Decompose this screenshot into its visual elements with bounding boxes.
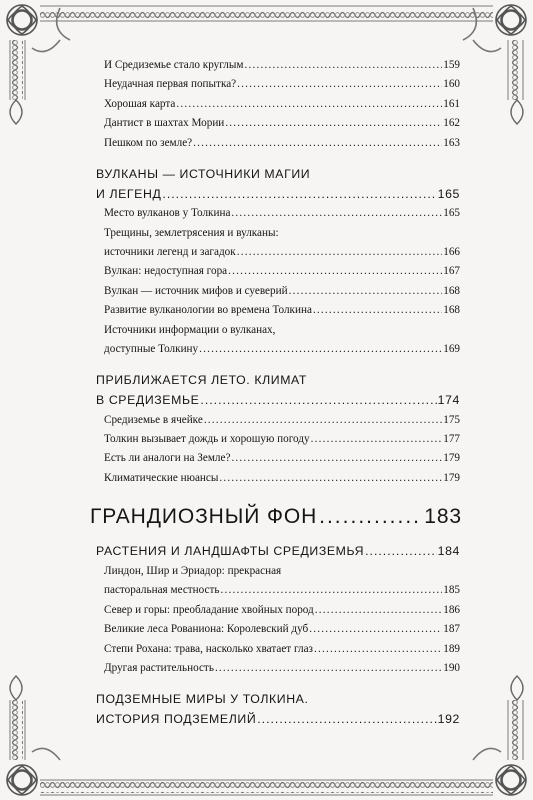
section-heading[interactable] <box>96 185 460 205</box>
table-of-contents <box>90 56 462 730</box>
leader-dots <box>314 640 442 659</box>
leader-dots <box>237 75 442 94</box>
toc-entry-title: Пешком по земле? <box>104 136 193 149</box>
toc-page-number: 189 <box>443 642 460 655</box>
section-heading[interactable] <box>96 542 460 562</box>
toc-page-number: 168 <box>443 284 460 297</box>
leader-dots <box>176 95 442 114</box>
toc-entry-title: Великие леса Рованиона: Королевский дуб <box>104 623 309 636</box>
toc-entry-title: Есть ли аналоги на Земле? <box>104 452 231 465</box>
leader-dots <box>289 282 443 301</box>
toc-page-number: 168 <box>443 304 460 317</box>
section-heading-line[interactable]: ПРИБЛИЖАЕТСЯ ЛЕТО. КЛИМАТ <box>96 373 307 388</box>
toc-entry[interactable] <box>96 114 460 133</box>
frame-bottom-band <box>40 782 493 793</box>
leader-dots <box>313 301 442 320</box>
toc-page-number: 175 <box>443 413 460 426</box>
toc-page-number: 186 <box>443 603 460 616</box>
toc-entry[interactable] <box>96 601 460 620</box>
toc-page-number: 165 <box>437 186 460 201</box>
section-heading-title: РАСТЕНИЯ И ЛАНДШАФТЫ СРЕДИЗЕМЬЯ <box>96 544 365 559</box>
toc-entry-title: Средиземье в ячейке <box>104 413 203 426</box>
section-heading[interactable] <box>96 391 460 411</box>
toc-entry[interactable] <box>96 243 460 262</box>
toc-page-number: 190 <box>443 661 460 674</box>
part-heading[interactable] <box>90 504 462 530</box>
leader-dots <box>200 391 436 411</box>
leader-dots <box>231 204 442 223</box>
toc-entry-first-line[interactable]: Трещины, землетрясения и вулканы: <box>104 226 279 239</box>
toc-entry[interactable] <box>96 134 460 153</box>
toc-entry-title: Место вулканов у Толкина <box>104 207 231 220</box>
toc-page-number: 166 <box>443 246 460 259</box>
leader-dots <box>365 542 437 562</box>
toc-page-number: 165 <box>443 207 460 220</box>
toc-entry-title: Вулкан — источник мифов и суеверий <box>104 284 288 297</box>
toc-entry[interactable] <box>96 411 460 430</box>
toc-page-number: 177 <box>443 433 460 446</box>
toc-entry-title: Другая растительность <box>104 661 214 674</box>
toc-entry-title: Дантист в шахтах Мории <box>104 117 225 130</box>
leader-dots <box>162 185 436 205</box>
section-heading-title: И ЛЕГЕНД <box>96 186 162 201</box>
toc-entry[interactable] <box>96 75 460 94</box>
toc-entry[interactable] <box>96 282 460 301</box>
leader-dots <box>315 601 442 620</box>
leader-dots <box>244 56 442 75</box>
leader-dots <box>309 620 442 639</box>
toc-entry-title: И Средиземье стало круглым <box>104 59 244 71</box>
toc-entry[interactable] <box>96 659 460 678</box>
toc-page-number: 159 <box>443 59 460 71</box>
toc-page-number: 179 <box>443 471 460 484</box>
toc-page-number: 174 <box>437 393 460 408</box>
section-heading-title: ИСТОРИЯ ПОДЗЕМЕЛИЙ <box>96 711 257 726</box>
toc-entry[interactable] <box>96 620 460 639</box>
toc-entry[interactable] <box>96 581 460 600</box>
section-heading-line[interactable]: ВУЛКАНЫ — ИСТОЧНИКИ МАГИИ <box>96 167 311 182</box>
toc-entry-title: Хорошая карта <box>104 97 176 110</box>
toc-page-number: 163 <box>443 136 460 149</box>
toc-page-number: 184 <box>437 544 460 559</box>
toc-page-number: 161 <box>443 97 460 110</box>
toc-entry-title: доступные Толкину <box>104 343 199 356</box>
corner-knot-bottom-right <box>473 748 526 795</box>
toc-entry-title: Развитие вулканологии во времена Толкина <box>104 304 312 317</box>
leader-dots <box>311 430 443 449</box>
leader-dots <box>225 114 442 133</box>
toc-page-number: 179 <box>443 452 460 465</box>
toc-page-number: 169 <box>443 343 460 356</box>
leader-dots <box>193 134 442 153</box>
corner-knot-top-right <box>463 5 526 52</box>
leader-dots <box>199 340 442 359</box>
toc-page-number: 167 <box>443 265 460 278</box>
toc-entry[interactable] <box>96 430 460 449</box>
toc-entry-title: Климатические нюансы <box>104 471 219 484</box>
leader-dots <box>219 469 442 488</box>
toc-entry[interactable] <box>96 301 460 320</box>
toc-entry[interactable] <box>96 469 460 488</box>
leader-dots <box>237 243 443 262</box>
toc-entry-title: Степи Рохана: трава, насколько хватает глаз <box>104 642 313 655</box>
section-heading-title: В СРЕДИЗЕМЬЕ <box>96 393 200 408</box>
leader-dots <box>228 262 442 281</box>
toc-entry-first-line[interactable]: Источники информации о вулканах, <box>104 323 276 336</box>
frame-top-band <box>40 8 493 19</box>
toc-entry[interactable] <box>96 204 460 223</box>
toc-entry-title: Вулкан: недоступная гора <box>104 265 228 278</box>
toc-page-number: 185 <box>443 584 460 597</box>
leader-dots <box>257 710 436 730</box>
toc-page-number: 183 <box>424 505 462 529</box>
leader-dots <box>319 504 422 530</box>
toc-entry[interactable] <box>96 340 460 359</box>
toc-page-number: 160 <box>443 78 460 91</box>
leader-dots <box>231 449 442 468</box>
toc-entry-title: источники легенд и загадок <box>104 246 236 259</box>
toc-entry-first-line[interactable]: Линдон, Шир и Эриадор: прекрасная <box>104 564 282 577</box>
toc-entry[interactable] <box>96 262 460 281</box>
toc-entry-title: Неудачная первая попытка? <box>104 78 237 91</box>
toc-entry-title: пасторальная местность <box>104 584 220 597</box>
leader-dots <box>215 659 442 678</box>
toc-entry[interactable] <box>96 640 460 659</box>
corner-knot-top-left <box>7 5 70 52</box>
toc-entry-title: Север и горы: преобладание хвойных пород <box>104 603 314 616</box>
leader-dots <box>221 581 443 600</box>
leader-dots <box>204 411 442 430</box>
section-heading[interactable] <box>96 710 460 730</box>
section-heading-line[interactable]: ПОДЗЕМНЫЕ МИРЫ У ТОЛКИНА. <box>96 692 309 707</box>
toc-page-number: 162 <box>443 117 460 130</box>
toc-entry[interactable] <box>96 95 460 114</box>
toc-entry[interactable] <box>96 56 460 75</box>
corner-knot-bottom-left <box>7 748 60 795</box>
part-heading-title: ГРАНДИОЗНЫЙ ФОН <box>90 505 318 529</box>
toc-entry-title: Толкин вызывает дождь и хорошую погоду <box>104 433 310 446</box>
toc-page-number: 187 <box>443 623 460 636</box>
toc-page-number: 192 <box>437 711 460 726</box>
toc-entry[interactable] <box>96 449 460 468</box>
